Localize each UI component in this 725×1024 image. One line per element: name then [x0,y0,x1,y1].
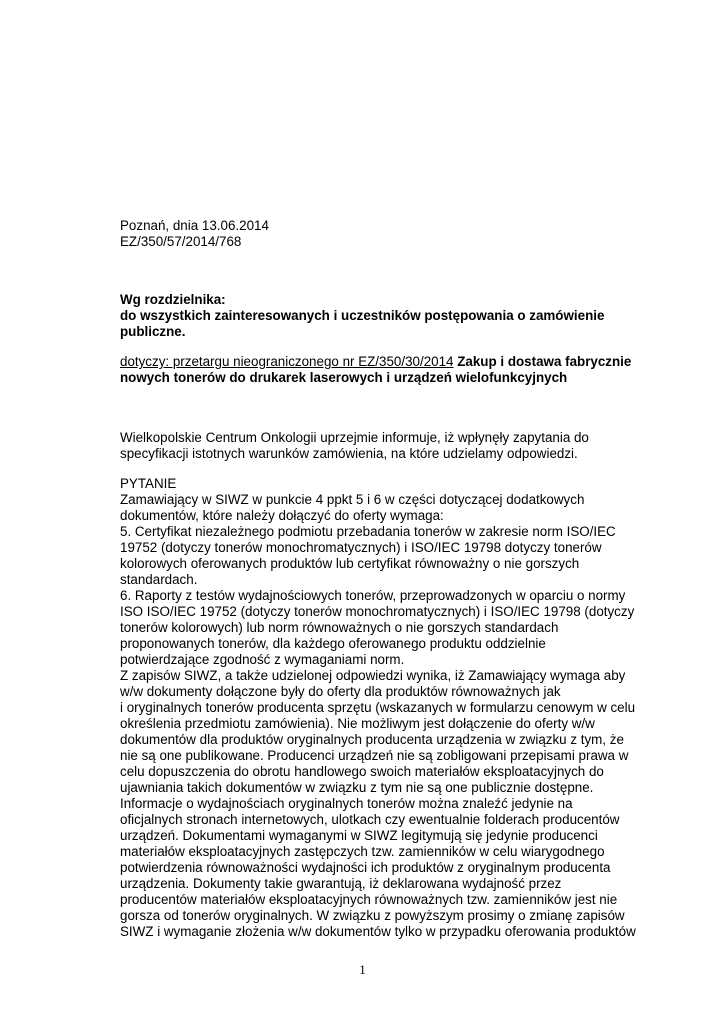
question-line: Informacje o wydajnościach oryginalnych tonerów można znaleźć jedynie na [120,796,573,811]
question-line: 6. Raporty z testów wydajnościowych tonerów, przeprowadzonych w oparciu o normy [120,588,626,603]
question-line: dokumentów dla produktów oryginalnych producenta urządzenia w związku z tym, że [120,732,624,747]
addressee-line: publiczne. [120,324,186,339]
subject-title: Zakup i dostawa fabrycznie [453,354,632,369]
question-line: ujawniania takich dokumentów w związku z tym nie są one publicznie dostępne. [120,780,594,795]
intro-line: Wielkopolskie Centrum Onkologii uprzejmie informuje, iż wpłynęły zapytania do [120,430,589,445]
question-line: 19752 (dotyczy tonerów monochromatycznych) i ISO/IEC 19798 dotyczy tonerów [120,540,602,555]
question-line: urządzeń. Dokumentami wymaganymi w SIWZ legitymują się jedynie producenci [120,828,598,843]
question-line: celu dopuszczenia do obrotu handlowego swoich materiałów eksploatacyjnych do [120,764,604,779]
question-line: producentów materiałów eksploatacyjnych równoważnych tzw. zamienników jest nie [120,892,618,907]
question-line: gorsza od tonerów oryginalnych. W związku z powyższym prosimy o zmianę zapisów [120,908,625,923]
question-label: PYTANIE [120,476,177,491]
question-line: SIWZ i wymaganie złożenia w/w dokumentów tylko w przypadku oferowania produktów [120,924,636,939]
place-date: Poznań, dnia 13.06.2014 [120,218,269,233]
addressee-line: do wszystkich zainteresowanych i uczestników postępowania o zamówienie [120,308,605,323]
page-number: 1 [359,962,366,977]
subject-line [120,354,631,370]
question-line: dokumentów, które należy dołączyć do oferty wymaga: [120,508,444,523]
question-line: proponowanych tonerów, dla każdego oferowanego produktu oddzielnie [120,636,546,651]
reference-number: EZ/350/57/2014/768 [120,234,242,249]
question-line: standardach. [120,572,198,587]
question-line: Z zapisów SIWZ, a także udzielonej odpowiedzi wynika, iż Zamawiający wymaga aby [120,668,626,683]
question-line: materiałów eksploatacyjnych zastępczych tzw. zamienników w celu wiarygodnego [120,844,605,859]
question-line: określenia przedmiotu zamówienia). Nie możliwym jest dołączenie do oferty w/w [120,716,595,731]
question-line: ISO ISO/IEC 19752 (dotyczy tonerów monochromatycznych) i ISO/IEC 19798 (dotyczy [120,604,635,619]
question-line: Zamawiający w SIWZ w punkcie 4 ppkt 5 i 6 w części dotyczącej dodatkowych [120,492,585,507]
addressee-heading: Wg rozdzielnika: [120,292,226,307]
subject-prefix: dotyczy: przetargu nieograniczonego nr EZ/350/30/2014 [120,354,454,369]
question-line: urządzenia. Dokumenty takie gwarantują, iż deklarowana wydajność przez [120,876,562,891]
question-line: potwierdzające zgodność z wymaganiami norm. [120,652,405,667]
question-line: w/w dokumenty dołączone były do oferty dla produktów równoważnych jak [120,684,561,699]
intro-line: specyfikacji istotnych warunków zamówienia, na które udzielamy odpowiedzi. [120,446,578,461]
subject-title-continued: nowych tonerów do drukarek laserowych i urządzeń wielofunkcyjnych [120,370,568,385]
question-line: 5. Certyfikat niezależnego podmiotu przebadania tonerów w zakresie norm ISO/IEC [120,524,616,539]
question-line: nie są one publikowane. Producenci urządzeń nie są zobligowani przepisami prawa w [120,748,629,763]
question-line: potwierdzenia równoważności wydajności ich produktów z oryginalnym producenta [120,860,611,875]
question-line: tonerów kolorowych) lub norm równoważnych o nie gorszych standardach [120,620,559,635]
question-line: i oryginalnych tonerów producenta sprzętu (wskazanych w formularzu cenowym w celu [120,700,636,715]
question-line: kolorowych oferowanych produktów lub certyfikat równoważny o nie gorszych [120,556,580,571]
question-line: oficjalnych stronach internetowych, ulotkach czy ewentualnie folderach producentów [120,812,620,827]
